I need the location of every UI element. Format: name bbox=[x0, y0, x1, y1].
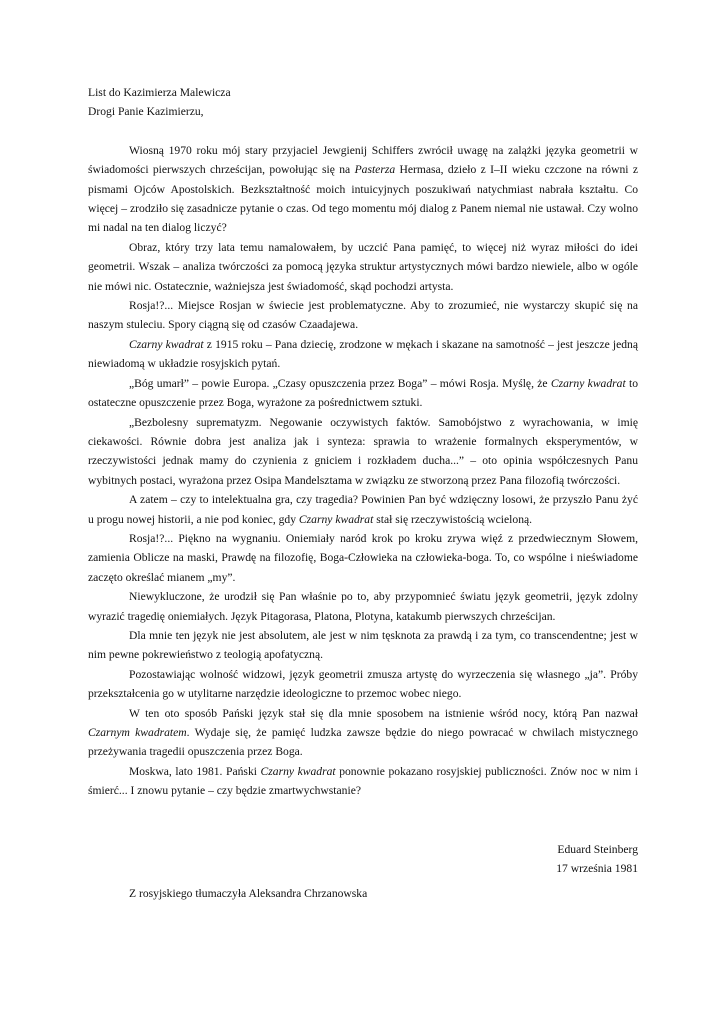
paragraph-text: Hermasa, dzieło z I–II wieku czczone na równi z pismami Ojców Apostolskich. Bezkształtność moich intuicyjnych poszukiwań natychmiast nabrała kształtu. Co więcej – zrodziło się zasadnicze pytanie o czas. Od tego momentu mój dialog z Panem niemal nie ustawał. Czy wolno mi nadal na ten dialog liczyć? bbox=[88, 163, 638, 235]
paragraph-text: Rosja!?... Piękno na wygnaniu. Oniemiały naród krok po kroku zrywa więź z przedwiecznym Słowem, zamienia Oblicze na maski, Prawdę na filozofię, Boga-Człowieka na człowieka-boga. To, co wspólne i nieświadome zaczęto określać mianem „my”. bbox=[88, 531, 638, 584]
paragraph-text: A zatem – czy to intelektualna gra, czy tragedia? Powinien Pan być wdzięczny losowi, że przyszło Panu żyć u progu nowej historii, a nie pod koniec, gdy bbox=[88, 493, 638, 526]
translator-note: Z rosyjskiego tłumaczyła Aleksandra Chrzanowska bbox=[129, 887, 368, 901]
paragraph-text: Pozostawiając wolność widzowi, język geometrii zmusza artystę do wyrzeczenia się własnego „ja”. Próby przekształcenia go w utylitarne narzędzie ideologiczne to przemoc wobec niego. bbox=[88, 667, 638, 701]
paragraph-text: stał się rzeczywistością wcieloną. bbox=[373, 512, 533, 526]
paragraph-text: ponownie pokazano rosyjskiej publiczności. Znów noc w nim i śmierć... I znowu pytanie – czy będzie zmartwychwstanie? bbox=[88, 764, 638, 798]
body-paragraph bbox=[88, 413, 638, 491]
signature-block bbox=[88, 840, 638, 879]
paragraph-text: Obraz, który trzy lata temu namalowałem, by uczcić Pana pamięć, to więcej niż wyraz miłości do idei geometrii. Wszak – analiza twórczości za pomocą języka struktur artystycznych mówi bardzo niewiele, albo w ogóle nie mówi nic. Ostatecznie, ważniejsza jest świadomość, skąd pochodzi artysta. bbox=[88, 240, 638, 293]
letter-greeting: Drogi Panie Kazimierzu, bbox=[88, 105, 204, 119]
signature-date: 17 września 1981 bbox=[556, 862, 638, 876]
paragraph-text: to ostateczne opuszczenie przez Boga, wyrażone za pośrednictwem sztuki. bbox=[88, 376, 638, 410]
paragraph-text: . Wydaje się, że pamięć ludzka zawsze będzie do niego powracać w chwilach mistycznego przeżywania tragedii opuszczenia przez Boga. bbox=[88, 726, 638, 759]
italic-title-text: Pasterza bbox=[354, 163, 396, 177]
body-paragraph bbox=[88, 587, 638, 626]
paragraph-text: Moskwa, lato 1981. Pański bbox=[129, 764, 261, 778]
italic-title-text: Czarny kwadrat bbox=[260, 764, 336, 778]
body-paragraph bbox=[88, 374, 638, 413]
body-paragraph bbox=[88, 490, 638, 529]
body-paragraph bbox=[88, 665, 638, 704]
italic-title-text: Czarny kwadrat bbox=[298, 512, 374, 526]
italic-title-text: Czarny kwadrat bbox=[129, 337, 204, 351]
body-paragraph bbox=[88, 762, 638, 801]
body-paragraph bbox=[88, 529, 638, 587]
paragraph-text: Wiosną 1970 roku mój stary przyjaciel Jewgienij Schiffers zwrócił uwagę na zalążki języka geometrii w świadomości pierwszych chrześcijan, powołując się na bbox=[88, 143, 638, 177]
body-paragraph bbox=[88, 335, 638, 374]
italic-title-text: Czarnym kwadratem bbox=[88, 726, 187, 739]
paragraph-text: Dla mnie ten język nie jest absolutem, ale jest w nim tęsknota za prawdą i za tym, co transcendentne; jest w nim pewne pokrewieństwo z teologią apofatyczną. bbox=[88, 628, 638, 662]
letter-body bbox=[88, 141, 638, 801]
paragraph-text: Niewykluczone, że urodził się Pan właśnie po to, aby przypomnieć światu język geometrii, język zdolny wyrazić tragedię oniemiałych. Język Pitagorasa, Platona, Plotyna, katakumb pierwszych chrześcijan. bbox=[88, 590, 638, 623]
signature-name: Eduard Steinberg bbox=[557, 842, 638, 856]
body-paragraph bbox=[88, 141, 638, 238]
paragraph-text: Rosja!?... Miejsce Rosjan w świecie jest problematyczne. Aby to zrozumieć, nie wystarczy skupić się na naszym stuleciu. Spory ciągną się od czasów Czaadajewa. bbox=[88, 299, 638, 332]
body-paragraph bbox=[88, 626, 638, 665]
paragraph-text: „Bezbolesny suprematyzm. Negowanie oczywistych faktów. Samobójstwo z wyrachowania, w imię ciekawości. Równie dobra jest analiza jak i synteza: sprawia to wrażenie formalnych eksperymentów, w rzeczywistości jednak mamy do czynienia z gniciem i rozkładem ducha...” – oto opinia współczesnych Panu wybitnych postaci, wyrażona przez Osipa Mandelsztama w związku ze stworzoną przez Pana filozofią twórczości. bbox=[88, 415, 638, 487]
body-paragraph bbox=[88, 296, 638, 335]
letter-title: List do Kazimierza Malewicza bbox=[88, 86, 231, 99]
body-paragraph bbox=[88, 238, 638, 296]
italic-title-text: Czarny kwadrat bbox=[550, 376, 626, 390]
paragraph-text: z 1915 roku – Pana dziecię, zrodzone w mękach i skazane na samotność – jest jeszcze jedną niewiadomą w układzie rosyjskich pytań. bbox=[88, 337, 638, 371]
body-paragraph bbox=[88, 704, 638, 762]
paragraph-text: „Bóg umarł” – powie Europa. „Czasy opuszczenia przez Boga” – mówi Rosja. Myślę, że bbox=[129, 376, 551, 390]
paragraph-text: W ten oto sposób Pański język stał się dla mnie sposobem na istnienie wśród nocy, którą Pan nazwał bbox=[129, 706, 638, 720]
